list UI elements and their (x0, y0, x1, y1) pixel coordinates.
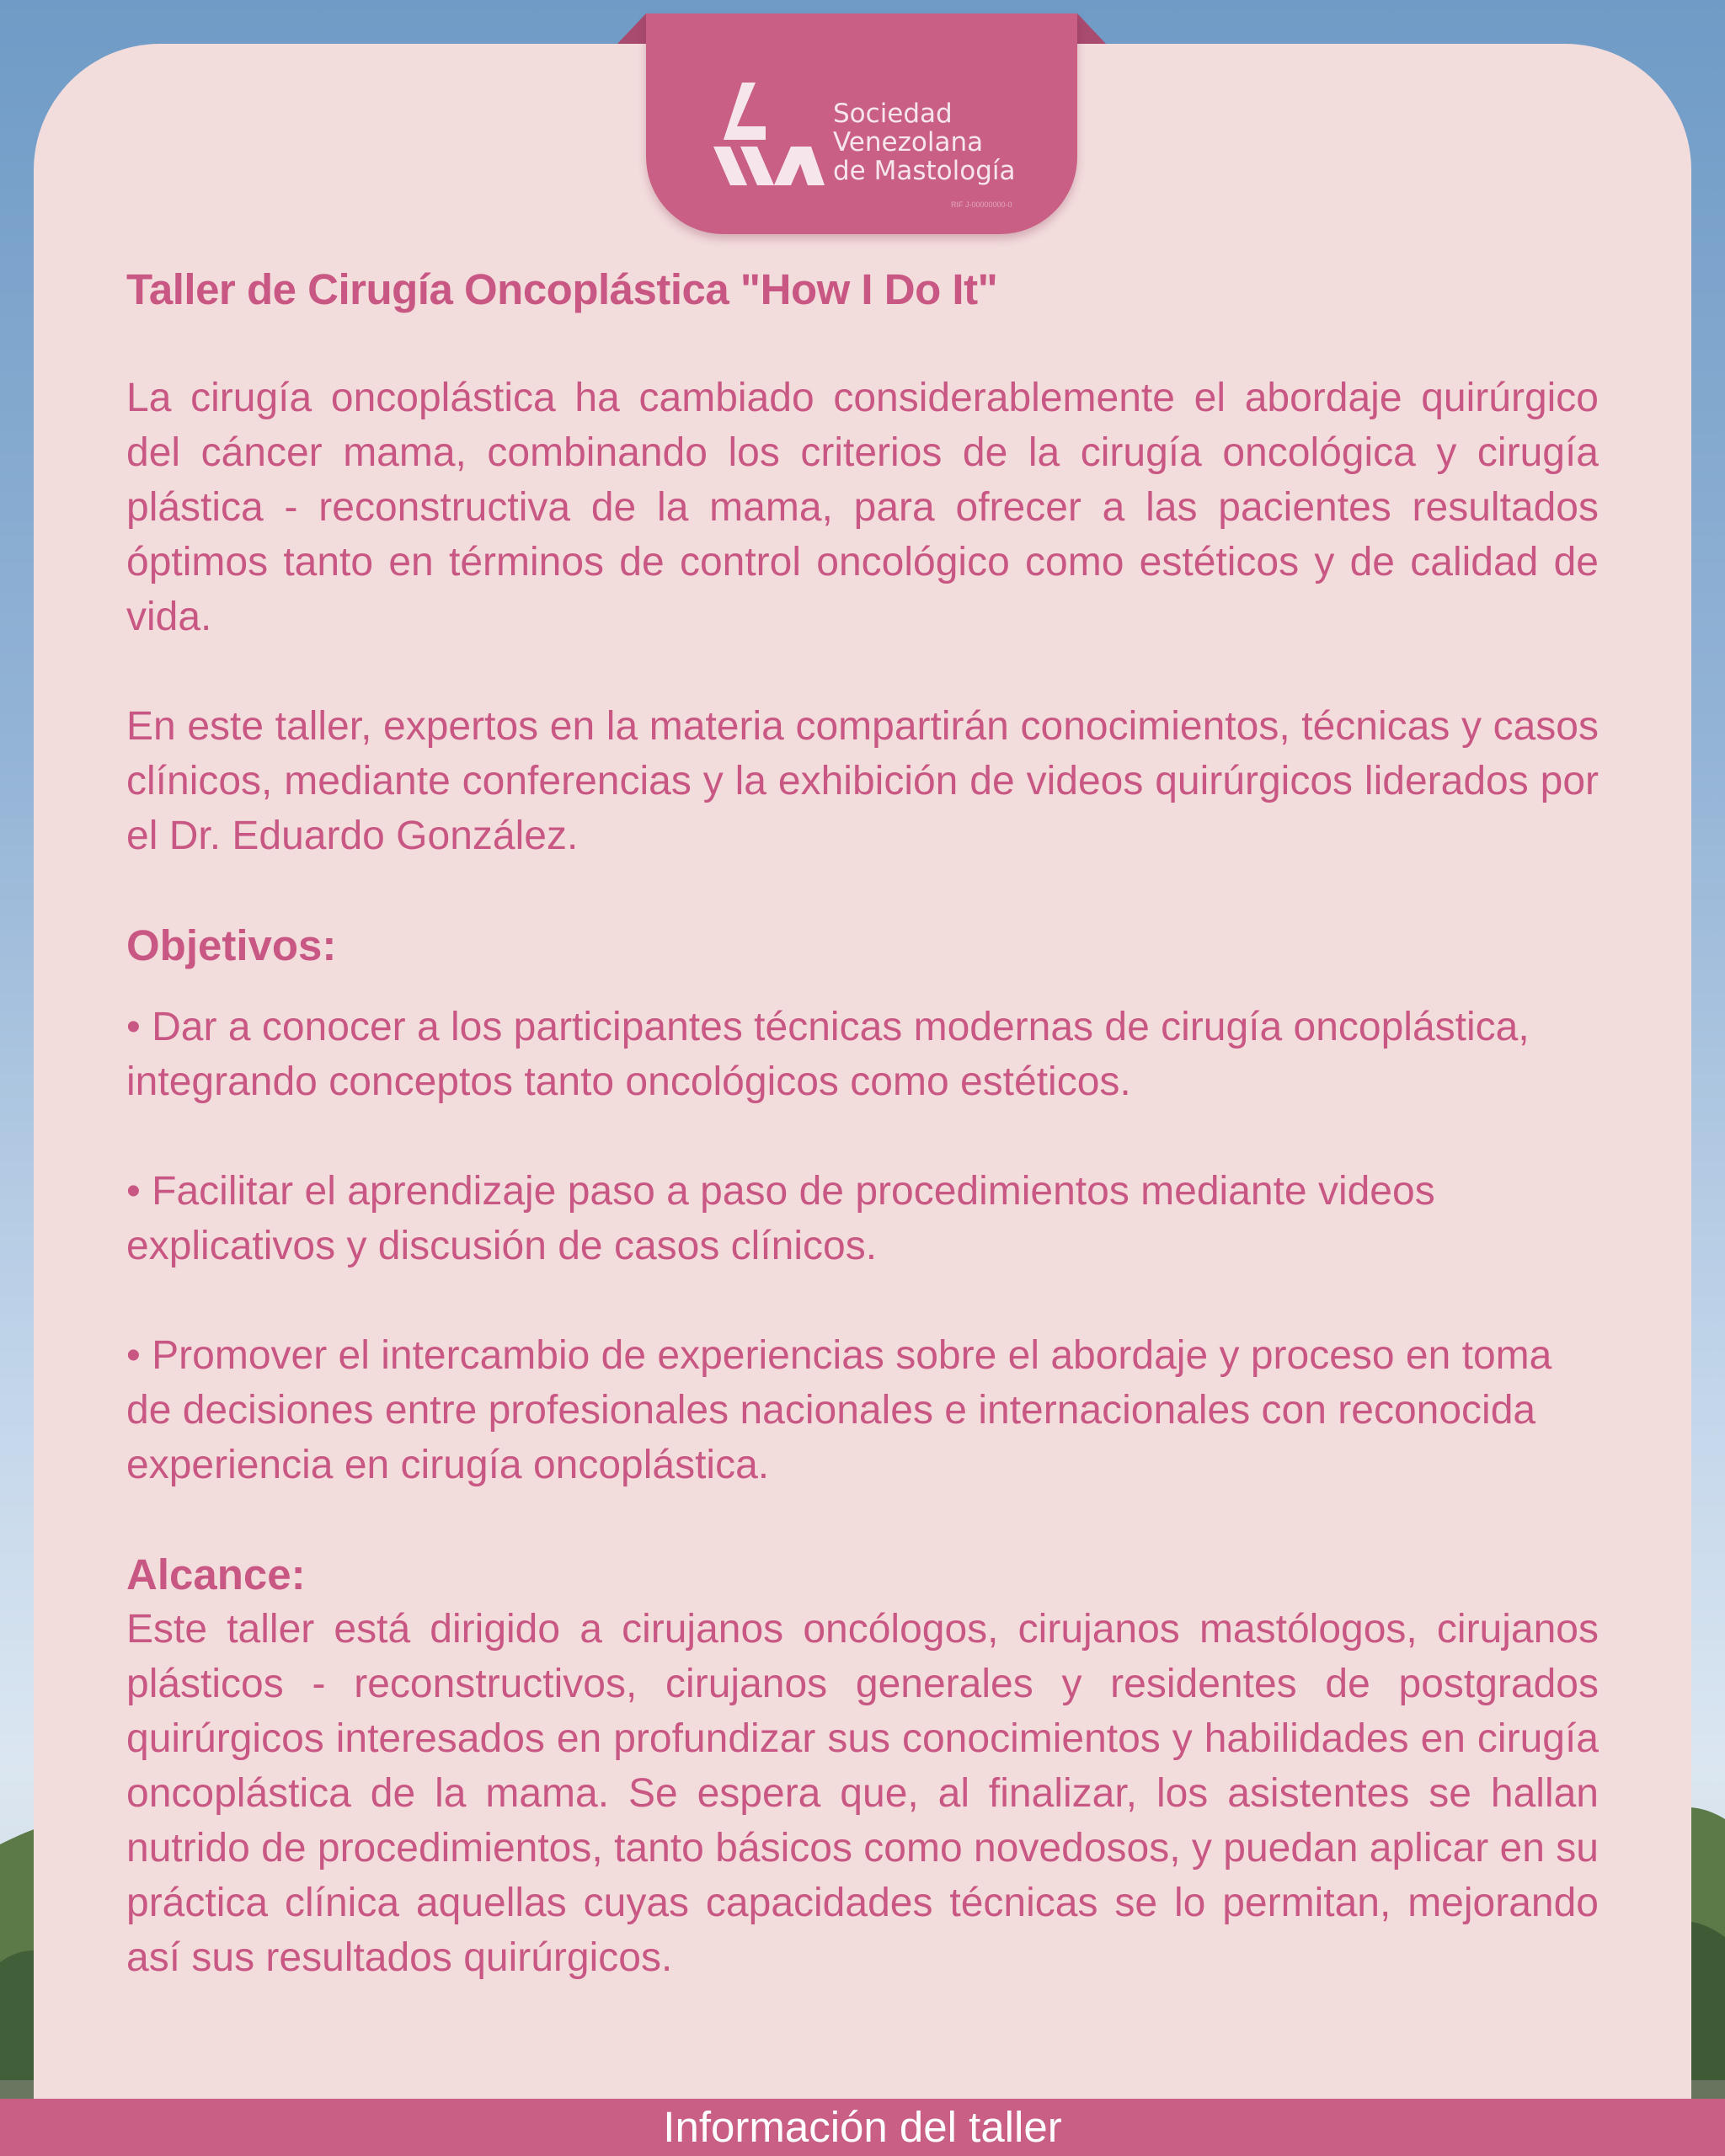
content (126, 261, 1599, 1985)
logo-ribbon (617, 13, 1106, 237)
logo-text (833, 99, 1016, 185)
objective-item: • Promover el intercambio de experiencias sobre el abordaje y proceso en toma de decisiones entre profesionales nacionales e internacionales con reconocida experiencia en cirugía oncoplástica. (126, 1333, 1552, 1487)
workshop-paragraph: En este taller, expertos en la materia compartirán conocimientos, técnicas y casos clínicos, mediante conferencias y la exhibición de videos quirúrgicos liderados por el Dr. Eduardo González. (126, 704, 1599, 858)
ribbon-fold-left (617, 13, 646, 44)
svm-logo-icon (707, 79, 825, 189)
scope-heading: Alcance: (126, 1550, 306, 1598)
logo-small-text: RIF J-00000000-0 (951, 200, 1012, 209)
ribbon-fold-right (1077, 13, 1106, 44)
objective-item: • Facilitar el aprendizaje paso a paso de procedimientos mediante videos explicativos y discusión de casos clínicos. (126, 1169, 1435, 1268)
logo-line-1: Sociedad (833, 99, 953, 129)
scope-paragraph: Este taller está dirigido a cirujanos oncólogos, cirujanos mastólogos, cirujanos plásticos - reconstructivos, cirujanos generales y residentes de postgrados quirúrgicos interesados en profundizar sus conocimientos y habilidades en cirugía oncoplástica de la mama. Se espera que, al finalizar, los asistentes se hallan nutrido de procedimientos, tanto básicos como novedosos, y puedan aplicar en su práctica clínica aquellas cuyas capacidades técnicas se lo permitan, mejorando así sus resultados quirúrgicos. (126, 1607, 1599, 1980)
footer-bar: Información del taller (0, 2099, 1725, 2156)
intro-paragraph: La cirugía oncoplástica ha cambiado considerablemente el abordaje quirúrgico del cáncer mama, combinando los criterios de la cirugía oncológica y cirugía plástica - reconstructiva de la mama, para ofrecer a las pacientes resultados óptimos tanto en términos de control oncológico como estéticos y de calidad de vida. (126, 376, 1599, 639)
ribbon-tab (646, 13, 1077, 234)
objective-item: • Dar a conocer a los participantes técnicas modernas de cirugía oncoplástica, integrando conceptos tanto oncológicos como estéticos. (126, 1005, 1530, 1104)
objectives-heading: Objetivos: (126, 921, 337, 969)
logo-line-2: Venezolana (833, 127, 984, 157)
page-title: Taller de Cirugía Oncoplástica "How I Do It" (126, 265, 998, 313)
logo-line-3: de Mastología (833, 156, 1016, 186)
